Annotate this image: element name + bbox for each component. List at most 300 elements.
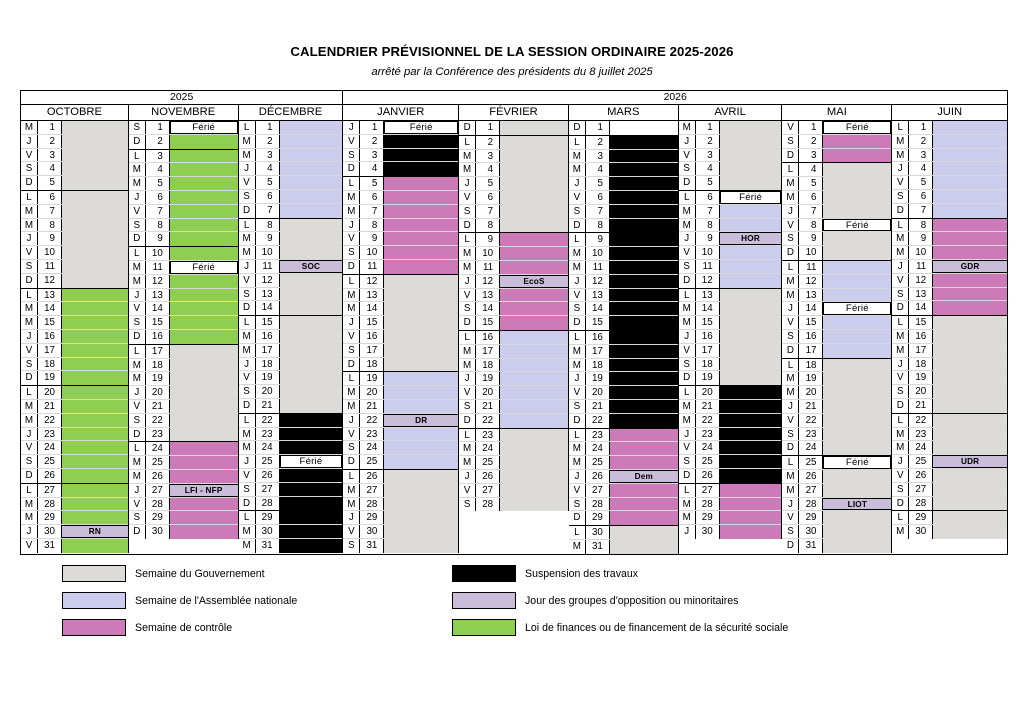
day-row[interactable] — [782, 330, 891, 344]
day-block-gov[interactable] — [280, 232, 343, 245]
day-block-gov[interactable] — [62, 135, 128, 148]
day-row[interactable] — [782, 372, 891, 386]
day-block-susp[interactable] — [720, 414, 782, 427]
day-row[interactable] — [679, 289, 782, 303]
day-row[interactable] — [892, 246, 1007, 260]
day-block-fin[interactable] — [170, 289, 238, 302]
day-row[interactable] — [569, 456, 678, 470]
day-block-an[interactable] — [384, 455, 458, 469]
day-row[interactable] — [21, 232, 128, 246]
day-block-susp[interactable] — [610, 316, 678, 330]
day-row[interactable] — [129, 442, 238, 456]
day-row[interactable] — [459, 456, 568, 470]
day-block-susp[interactable] — [610, 150, 678, 163]
day-row[interactable] — [459, 484, 568, 498]
day-block-gov[interactable] — [823, 484, 891, 497]
day-row[interactable] — [782, 219, 891, 233]
day-block-susp[interactable] — [610, 136, 678, 149]
day-row[interactable] — [129, 275, 238, 289]
day-block-an[interactable] — [720, 274, 782, 288]
day-row[interactable] — [892, 525, 1007, 539]
day-row[interactable] — [239, 219, 343, 233]
day-block-gov[interactable] — [823, 372, 891, 385]
day-row[interactable] — [343, 428, 458, 442]
day-row[interactable] — [21, 414, 128, 428]
day-row[interactable] — [239, 149, 343, 163]
day-block-an[interactable] — [384, 386, 458, 399]
day-block-gov[interactable] — [823, 246, 891, 260]
day-row[interactable] — [782, 344, 891, 358]
day-row[interactable] — [129, 302, 238, 316]
day-row[interactable] — [343, 162, 458, 176]
day-block-an[interactable] — [280, 135, 343, 148]
day-block-ferie[interactable]: Férié — [823, 219, 891, 232]
day-block-gov[interactable] — [62, 246, 128, 259]
day-block-ctrl[interactable] — [933, 232, 1007, 245]
day-block-fin[interactable] — [170, 150, 238, 163]
day-row[interactable] — [343, 121, 458, 135]
day-block-an[interactable] — [500, 331, 568, 344]
day-block-ctrl[interactable] — [610, 429, 678, 442]
day-block-an[interactable] — [720, 205, 782, 218]
day-block-ctrl[interactable] — [610, 511, 678, 525]
day-block-gov[interactable] — [823, 414, 891, 427]
day-block-gov[interactable] — [62, 176, 128, 190]
day-block-gov[interactable] — [933, 483, 1007, 496]
day-block-gov[interactable] — [823, 177, 891, 190]
day-row[interactable] — [239, 288, 343, 302]
day-row[interactable] — [343, 539, 458, 553]
day-block-an[interactable] — [823, 289, 891, 302]
day-block-gov[interactable] — [720, 330, 782, 343]
day-row[interactable] — [129, 498, 238, 512]
day-block-susp[interactable] — [610, 261, 678, 274]
day-row[interactable] — [129, 261, 238, 275]
day-block-gov[interactable] — [823, 232, 891, 245]
day-row[interactable] — [343, 246, 458, 260]
day-block-opp[interactable]: GDR — [933, 260, 1007, 273]
day-row[interactable] — [782, 498, 891, 512]
day-row[interactable] — [782, 275, 891, 289]
day-block-gov[interactable] — [500, 429, 568, 442]
day-block-gov[interactable] — [384, 358, 458, 372]
day-row[interactable] — [782, 441, 891, 455]
day-row[interactable] — [21, 400, 128, 414]
day-block-an[interactable] — [933, 204, 1007, 218]
day-row[interactable] — [21, 441, 128, 455]
day-block-ctrl[interactable] — [823, 135, 891, 148]
day-row[interactable] — [129, 150, 238, 164]
day-block-gov[interactable] — [720, 289, 782, 302]
day-row[interactable] — [239, 204, 343, 218]
day-row[interactable] — [892, 428, 1007, 442]
day-block-ctrl[interactable] — [170, 511, 238, 524]
day-block-gov[interactable] — [933, 330, 1007, 343]
day-block-gov[interactable] — [170, 414, 238, 427]
day-row[interactable] — [569, 359, 678, 373]
day-block-gov[interactable] — [933, 371, 1007, 384]
day-block-gov[interactable] — [720, 176, 782, 190]
day-row[interactable] — [343, 372, 458, 386]
day-block-susp[interactable] — [610, 177, 678, 190]
day-block-gov[interactable] — [823, 511, 891, 524]
day-block-susp[interactable] — [610, 275, 678, 288]
day-block-an[interactable] — [500, 359, 568, 372]
day-block-ferie[interactable]: Férié — [170, 261, 238, 274]
day-row[interactable] — [569, 400, 678, 414]
day-block-fin[interactable] — [170, 247, 238, 260]
day-row[interactable] — [569, 219, 678, 233]
day-row[interactable] — [343, 470, 458, 484]
day-row[interactable] — [892, 316, 1007, 330]
day-block-gov[interactable] — [384, 525, 458, 538]
day-row[interactable] — [343, 344, 458, 358]
day-block-gov[interactable] — [62, 149, 128, 162]
day-row[interactable] — [459, 150, 568, 164]
day-row[interactable] — [343, 149, 458, 163]
day-row[interactable] — [782, 414, 891, 428]
day-row[interactable] — [239, 135, 343, 149]
day-row[interactable] — [21, 386, 128, 400]
day-row[interactable] — [21, 289, 128, 303]
day-row[interactable] — [129, 177, 238, 191]
day-block-an[interactable] — [280, 176, 343, 189]
day-block-ctrl[interactable] — [823, 149, 891, 163]
day-row[interactable] — [129, 414, 238, 428]
day-row[interactable] — [459, 163, 568, 177]
day-row[interactable] — [679, 441, 782, 455]
day-block-an[interactable] — [823, 316, 891, 329]
day-block-gov[interactable] — [933, 385, 1007, 398]
day-row[interactable] — [782, 246, 891, 260]
day-block-gov[interactable] — [610, 540, 678, 554]
day-block-gov[interactable] — [170, 400, 238, 413]
day-row[interactable] — [569, 345, 678, 359]
day-block-gov[interactable] — [720, 302, 782, 315]
day-row[interactable] — [239, 358, 343, 372]
day-row[interactable] — [459, 177, 568, 191]
day-block-gov[interactable] — [933, 316, 1007, 329]
day-block-susp[interactable] — [280, 511, 343, 524]
day-block-ctrl[interactable] — [384, 246, 458, 259]
day-row[interactable] — [782, 289, 891, 303]
day-row[interactable] — [21, 428, 128, 442]
day-block-gov[interactable] — [823, 205, 891, 218]
day-row[interactable] — [782, 232, 891, 246]
day-row[interactable] — [679, 135, 782, 149]
day-row[interactable] — [459, 359, 568, 373]
day-block-fin[interactable] — [62, 330, 128, 343]
day-row[interactable] — [569, 177, 678, 191]
day-block-gov[interactable] — [280, 399, 343, 413]
day-row[interactable] — [343, 302, 458, 316]
day-block-gov[interactable] — [62, 260, 128, 273]
day-row[interactable] — [459, 498, 568, 512]
day-row[interactable] — [21, 498, 128, 512]
day-block-an[interactable] — [933, 176, 1007, 189]
day-row[interactable] — [569, 429, 678, 443]
day-row[interactable] — [679, 344, 782, 358]
day-block-gov[interactable] — [823, 470, 891, 483]
day-block-fin[interactable] — [62, 469, 128, 483]
day-row[interactable] — [782, 400, 891, 414]
day-row[interactable] — [239, 371, 343, 385]
day-row[interactable] — [459, 345, 568, 359]
day-block-gov[interactable] — [384, 539, 458, 553]
day-block-an[interactable] — [280, 121, 343, 134]
day-row[interactable] — [569, 540, 678, 554]
day-row[interactable] — [569, 136, 678, 150]
day-block-gov[interactable] — [500, 442, 568, 455]
day-row[interactable] — [679, 455, 782, 469]
day-block-gov[interactable] — [933, 358, 1007, 371]
day-row[interactable] — [892, 176, 1007, 190]
day-block-an[interactable] — [500, 386, 568, 399]
day-row[interactable] — [569, 150, 678, 164]
day-block-an[interactable] — [823, 275, 891, 288]
day-row[interactable] — [21, 135, 128, 149]
day-block-gov[interactable] — [823, 428, 891, 441]
day-block-ctrl[interactable] — [610, 456, 678, 469]
day-row[interactable] — [569, 484, 678, 498]
day-block-gov[interactable] — [384, 316, 458, 329]
day-block-gov[interactable] — [933, 497, 1007, 511]
day-block-susp[interactable] — [610, 386, 678, 399]
day-row[interactable] — [343, 191, 458, 205]
day-row[interactable] — [782, 163, 891, 177]
day-row[interactable] — [21, 371, 128, 385]
day-block-gov[interactable] — [500, 484, 568, 497]
day-block-susp[interactable] — [720, 400, 782, 413]
day-row[interactable] — [782, 525, 891, 539]
day-block-fin[interactable] — [62, 302, 128, 315]
day-block-ctrl[interactable] — [610, 442, 678, 455]
day-row[interactable] — [21, 525, 128, 539]
day-row[interactable] — [679, 246, 782, 260]
day-block-susp[interactable] — [720, 428, 782, 441]
day-row[interactable] — [239, 260, 343, 274]
day-row[interactable] — [892, 149, 1007, 163]
day-row[interactable] — [459, 289, 568, 303]
day-row[interactable] — [679, 414, 782, 428]
day-row[interactable] — [892, 162, 1007, 176]
day-row[interactable] — [459, 386, 568, 400]
day-row[interactable] — [129, 121, 238, 135]
day-row[interactable] — [343, 441, 458, 455]
day-row[interactable] — [21, 274, 128, 288]
day-block-gov[interactable] — [280, 371, 343, 384]
day-block-gov[interactable] — [933, 344, 1007, 357]
day-row[interactable] — [21, 302, 128, 316]
day-row[interactable] — [782, 470, 891, 484]
day-block-gov[interactable] — [62, 232, 128, 245]
day-row[interactable] — [21, 176, 128, 190]
day-row[interactable] — [679, 400, 782, 414]
day-block-ctrl[interactable] — [933, 301, 1007, 315]
day-block-susp[interactable] — [610, 345, 678, 358]
day-row[interactable] — [343, 232, 458, 246]
day-block-susp[interactable] — [280, 483, 343, 496]
day-block-fin[interactable] — [62, 428, 128, 441]
day-block-susp[interactable] — [610, 414, 678, 428]
day-row[interactable] — [569, 372, 678, 386]
day-row[interactable] — [679, 484, 782, 498]
day-row[interactable] — [569, 526, 678, 540]
day-block-opp[interactable]: LFI - NFP — [170, 484, 238, 497]
day-row[interactable] — [459, 316, 568, 330]
day-row[interactable] — [782, 135, 891, 149]
day-row[interactable] — [239, 497, 343, 511]
day-row[interactable] — [892, 135, 1007, 149]
day-block-susp[interactable] — [720, 455, 782, 468]
day-block-ctrl[interactable] — [720, 525, 782, 539]
day-row[interactable] — [129, 359, 238, 373]
day-block-gov[interactable] — [500, 498, 568, 512]
day-row[interactable] — [892, 301, 1007, 315]
day-row[interactable] — [21, 469, 128, 483]
day-row[interactable] — [129, 525, 238, 539]
day-block-gov[interactable] — [823, 539, 891, 553]
day-row[interactable] — [569, 442, 678, 456]
day-block-gov[interactable] — [170, 359, 238, 372]
day-block-susp[interactable] — [610, 205, 678, 218]
day-block-gov[interactable] — [280, 344, 343, 357]
day-block-ctrl[interactable] — [170, 498, 238, 511]
day-row[interactable] — [892, 288, 1007, 302]
day-block-ctrl[interactable] — [384, 205, 458, 218]
day-row[interactable] — [569, 163, 678, 177]
day-block-opp[interactable]: LIOT — [823, 498, 891, 511]
day-block-susp[interactable] — [610, 219, 678, 233]
day-row[interactable] — [239, 246, 343, 260]
day-block-gov[interactable] — [170, 428, 238, 442]
day-block-an[interactable] — [280, 149, 343, 162]
day-block-an[interactable] — [823, 344, 891, 358]
day-row[interactable] — [21, 484, 128, 498]
day-block-an[interactable] — [280, 162, 343, 175]
day-block-gov[interactable] — [500, 177, 568, 190]
day-row[interactable] — [129, 428, 238, 442]
day-row[interactable] — [679, 162, 782, 176]
day-row[interactable] — [239, 162, 343, 176]
day-block-susp[interactable] — [610, 233, 678, 246]
day-block-gov[interactable] — [500, 205, 568, 218]
day-row[interactable] — [892, 371, 1007, 385]
day-block-gov[interactable] — [384, 275, 458, 288]
day-block-fin[interactable] — [170, 275, 238, 288]
day-row[interactable] — [679, 205, 782, 219]
day-row[interactable] — [239, 525, 343, 539]
day-row[interactable] — [892, 260, 1007, 274]
day-block-gov[interactable] — [384, 498, 458, 511]
day-block-opp[interactable]: RN — [62, 525, 128, 538]
day-row[interactable] — [679, 149, 782, 163]
day-row[interactable] — [343, 219, 458, 233]
day-block-gov[interactable] — [280, 385, 343, 398]
day-row[interactable] — [782, 261, 891, 275]
day-row[interactable] — [343, 386, 458, 400]
day-row[interactable] — [239, 316, 343, 330]
day-row[interactable] — [569, 205, 678, 219]
day-row[interactable] — [21, 121, 128, 135]
day-block-fin[interactable] — [170, 316, 238, 329]
day-block-an[interactable] — [500, 414, 568, 428]
day-row[interactable] — [343, 511, 458, 525]
day-block-opp[interactable]: EcoS — [500, 275, 568, 288]
day-row[interactable] — [459, 302, 568, 316]
day-block-gov[interactable] — [933, 525, 1007, 539]
day-row[interactable] — [569, 498, 678, 512]
day-block-ctrl[interactable] — [500, 247, 568, 260]
day-block-gov[interactable] — [933, 441, 1007, 454]
day-row[interactable] — [459, 372, 568, 386]
day-block-gov[interactable] — [933, 469, 1007, 482]
day-block-an[interactable] — [384, 372, 458, 385]
day-block-gov[interactable] — [384, 330, 458, 343]
day-row[interactable] — [569, 470, 678, 484]
day-row[interactable] — [129, 289, 238, 303]
day-row[interactable] — [679, 386, 782, 400]
day-row[interactable] — [239, 274, 343, 288]
day-row[interactable] — [459, 219, 568, 233]
day-row[interactable] — [569, 511, 678, 525]
day-block-gov[interactable] — [720, 358, 782, 371]
day-block-fin[interactable] — [62, 441, 128, 454]
day-row[interactable] — [679, 121, 782, 135]
day-block-gov[interactable] — [384, 344, 458, 357]
day-row[interactable] — [459, 400, 568, 414]
day-row[interactable] — [459, 470, 568, 484]
day-block-opp[interactable]: DR — [384, 414, 458, 427]
day-row[interactable] — [892, 274, 1007, 288]
day-row[interactable] — [782, 428, 891, 442]
day-row[interactable] — [129, 456, 238, 470]
day-row[interactable] — [343, 275, 458, 289]
day-block-gov[interactable] — [280, 330, 343, 343]
day-row[interactable] — [239, 344, 343, 358]
day-row[interactable] — [129, 345, 238, 359]
day-row[interactable] — [239, 190, 343, 204]
day-block-ferie[interactable]: Férié — [170, 121, 238, 134]
day-row[interactable] — [569, 233, 678, 247]
day-block-susp[interactable] — [610, 331, 678, 344]
day-row[interactable] — [459, 261, 568, 275]
day-row[interactable] — [129, 372, 238, 386]
day-row[interactable] — [459, 191, 568, 205]
day-block-gov[interactable] — [62, 274, 128, 288]
day-row[interactable] — [782, 191, 891, 205]
day-block-an[interactable] — [500, 400, 568, 413]
day-row[interactable] — [239, 385, 343, 399]
day-row[interactable] — [782, 121, 891, 135]
day-block-fin[interactable] — [62, 386, 128, 399]
day-block-susp[interactable] — [384, 162, 458, 176]
day-block-susp[interactable] — [610, 400, 678, 413]
day-row[interactable] — [569, 261, 678, 275]
day-row[interactable] — [129, 232, 238, 246]
day-row[interactable] — [679, 219, 782, 233]
day-row[interactable] — [459, 247, 568, 261]
day-block-susp[interactable] — [280, 525, 343, 538]
day-block-ctrl[interactable] — [500, 302, 568, 315]
day-block-gov[interactable] — [384, 289, 458, 302]
day-row[interactable] — [782, 149, 891, 163]
day-row[interactable] — [239, 428, 343, 442]
day-block-ctrl[interactable] — [384, 191, 458, 204]
day-row[interactable] — [569, 302, 678, 316]
day-block-susp[interactable] — [720, 469, 782, 483]
day-block-opp[interactable]: Dem — [610, 470, 678, 483]
